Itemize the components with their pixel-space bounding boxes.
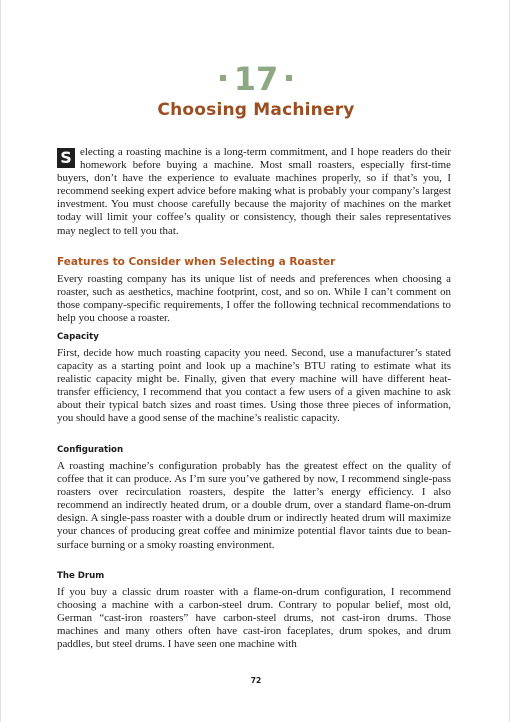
right-ornament-square bbox=[286, 75, 292, 81]
chapter-title: Choosing Machinery bbox=[157, 100, 355, 120]
subheading-capacity: Capacity bbox=[57, 332, 99, 342]
paragraph-capacity: First, decide how much roasting capacity you need. Second, use a manufacturer’s stated capacity as a starting point and look up a machine’s BTU rating to estimate what its realistic capacity might be. Finally, given that every machine will have different heat-transfer efficiency, I recommend that you contact a few users of a given machine to ask about their typical batch sizes and roast times. Using those three pieces of information, you should have a good sense of the machine’s realistic capacity. bbox=[57, 347, 451, 425]
section-paragraph: Every roasting company has its unique list of needs and preferences when choosing a roaster, such as aesthetics, machine footprint, cost, and so on. While I can’t comment on those company-specific requirements, I offer the following technical recommendations to help you choose a roaster. bbox=[57, 273, 451, 325]
chapter-number-text: 17 bbox=[233, 60, 279, 98]
chapter-number bbox=[1, 62, 510, 96]
subheading-configuration: Configuration bbox=[57, 445, 124, 455]
paragraph-configuration: A roasting machine’s configuration probably has the greatest effect on the quality of coffee that it can produce. As I’m sure you’ve gathered by now, I recommend single-pass roasters over recirculation roasters, despite the latter’s energy efficiency. I also recommend an indirectly heated drum, or a double drum, over a standard flame-on-drum design. A single-pass roaster with a double drum or indirectly heated drum will maximize your chances of producing great coffee and minimize potential flavor taints due to bean-surface burning or a smoky roasting environment. bbox=[57, 460, 451, 551]
page-number: 72 bbox=[250, 676, 262, 685]
intro-paragraph bbox=[57, 146, 451, 238]
section-heading: Features to Consider when Selecting a Roaster bbox=[57, 256, 336, 268]
paragraph-the-drum: If you buy a classic drum roaster with a flame-on-drum configuration, I recommend choosing a machine with a carbon-steel drum. Contrary to popular belief, most old, German “cast-iron roasters” have carbon-steel drums, not cast-iron drums. Those machines and many others often have cast-iron faceplates, drum spokes, and drum paddles, but steel drums. I have seen one machine with bbox=[57, 586, 451, 651]
drop-cap: S bbox=[57, 148, 75, 168]
intro-text: electing a roasting machine is a long-term commitment, and I hope readers do their homework before buying a machine. Most small roasters, especially first-time buyers, don’t have the experience to evaluate machines properly, so if that’s you, I recommend seeking expert advice before making what is probably your company’s largest investment. You must choose carefully because the majority of machines on the market today will limit your coffee’s quality or consistency, though their sales representatives may neglect to tell you that. bbox=[57, 146, 451, 237]
left-ornament-square bbox=[220, 75, 226, 81]
subheading-the-drum: The Drum bbox=[57, 571, 105, 581]
